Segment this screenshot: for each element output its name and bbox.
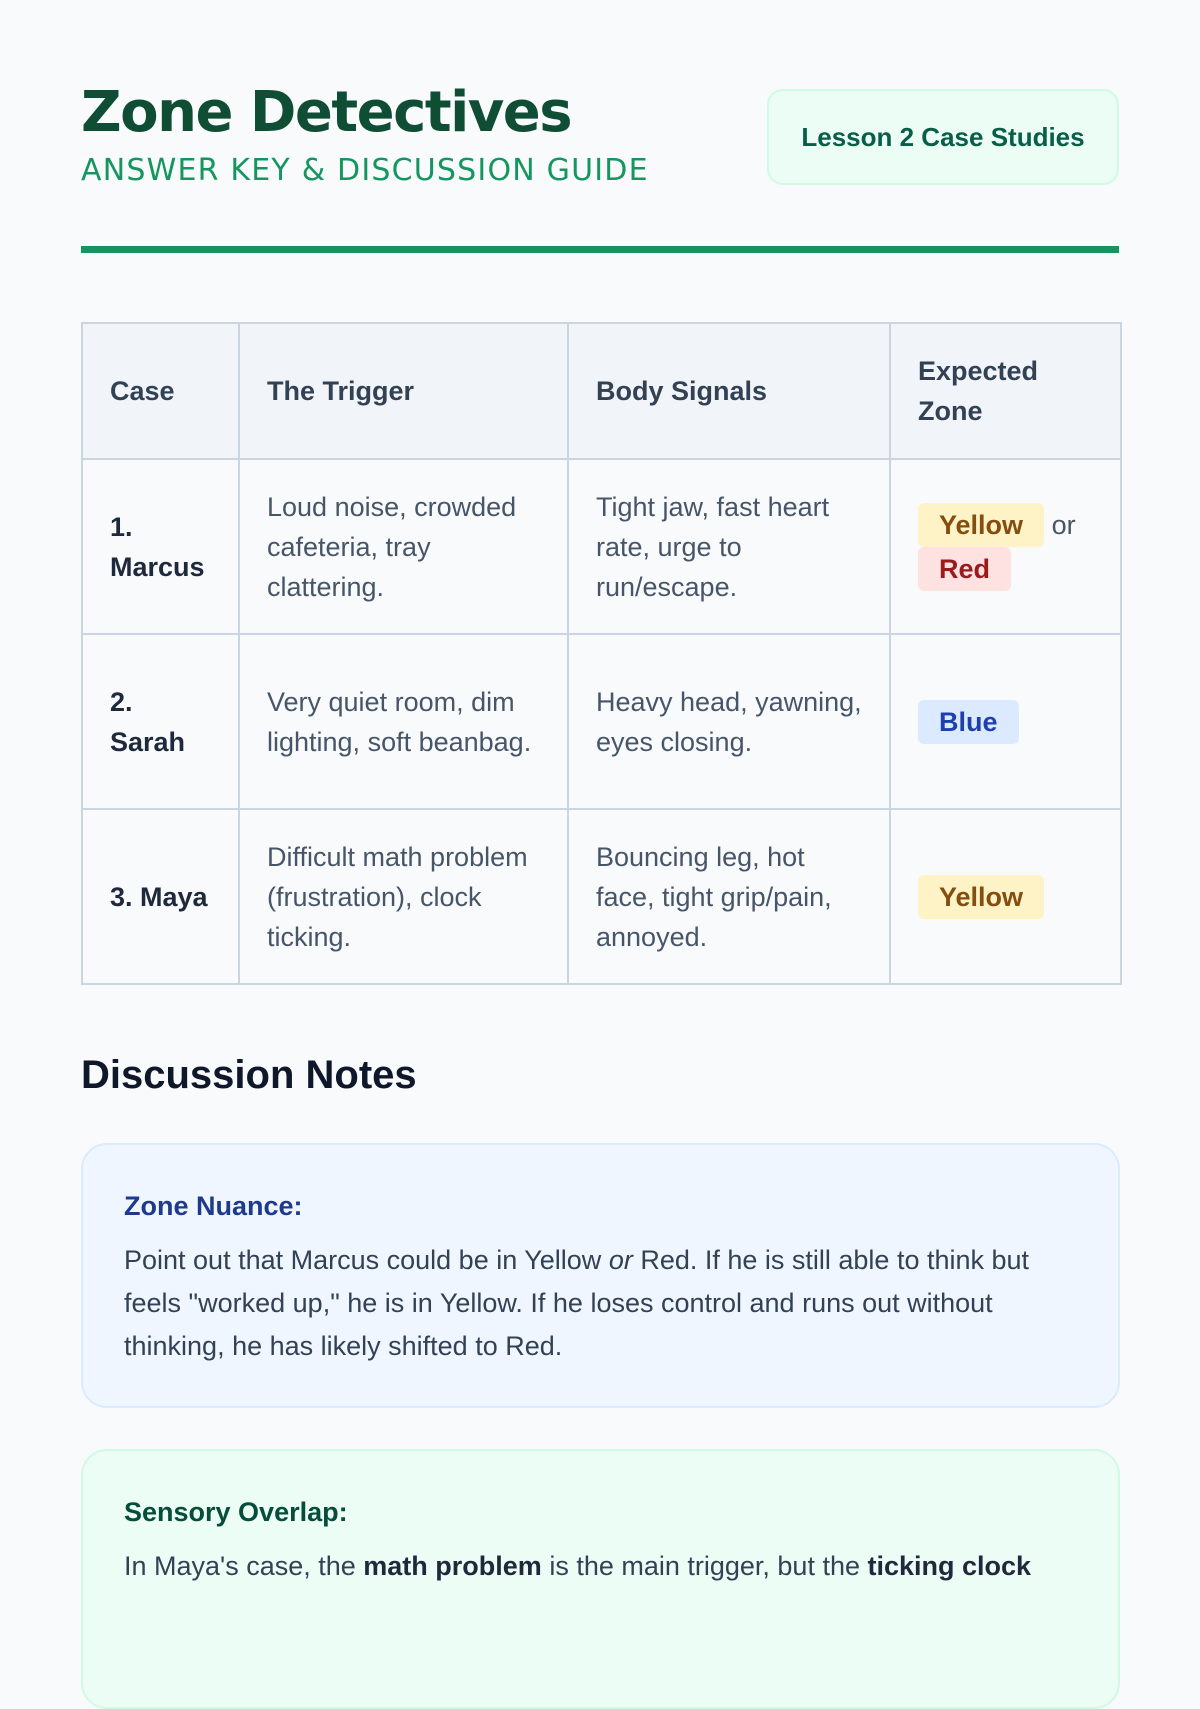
case-name: 3. Maya xyxy=(82,809,239,984)
case-name: 2. Sarah xyxy=(82,634,239,809)
page-header xyxy=(81,0,1119,254)
column-header-expected-zone: Expected Zone xyxy=(890,323,1121,459)
zone-connector: or xyxy=(1051,509,1076,540)
note-body xyxy=(124,1239,1077,1368)
note-body xyxy=(124,1545,1077,1588)
table-row xyxy=(82,634,1121,809)
zone-tag-yellow: Yellow xyxy=(918,875,1044,919)
note-text: is the main trigger, but the xyxy=(541,1551,868,1581)
zone-cell xyxy=(890,809,1121,984)
page-subtitle: ANSWER KEY & DISCUSSION GUIDE xyxy=(81,153,649,188)
header-divider xyxy=(81,246,1119,253)
zone-nuance-note xyxy=(81,1143,1120,1408)
note-text: In Maya's case, the xyxy=(124,1551,364,1581)
column-header-body-signals: Body Signals xyxy=(568,323,890,459)
signals-cell: Heavy head, yawning, eyes closing. xyxy=(568,634,890,809)
emphasis-bold: ticking clock xyxy=(867,1551,1032,1581)
lesson-badge: Lesson 2 Case Studies xyxy=(767,89,1119,185)
note-title: Zone Nuance: xyxy=(124,1191,303,1221)
emphasis-italic: or xyxy=(608,1245,633,1275)
emphasis-bold: math problem xyxy=(363,1551,542,1581)
zone-tag-yellow: Yellow xyxy=(918,503,1044,547)
case-table xyxy=(81,322,1122,985)
column-header-trigger: The Trigger xyxy=(239,323,568,459)
column-header-case: Case xyxy=(82,323,239,459)
zone-cell xyxy=(890,634,1121,809)
page-title: Zone Detectives xyxy=(81,80,572,145)
table-header-row xyxy=(82,323,1121,459)
note-text: Point out that Marcus could be in Yellow xyxy=(124,1245,609,1275)
case-name: 1. Marcus xyxy=(82,459,239,634)
zone-tag-blue: Blue xyxy=(918,700,1019,744)
trigger-cell: Loud noise, crowded cafeteria, tray clattering. xyxy=(239,459,568,634)
trigger-cell: Very quiet room, dim lighting, soft beanbag. xyxy=(239,634,568,809)
signals-cell: Tight jaw, fast heart rate, urge to run/escape. xyxy=(568,459,890,634)
zone-cell xyxy=(890,459,1121,634)
zone-tag-red: Red xyxy=(918,547,1011,591)
sensory-overlap-note xyxy=(81,1449,1120,1709)
signals-cell: Bouncing leg, hot face, tight grip/pain, annoyed. xyxy=(568,809,890,984)
discussion-notes-heading: Discussion Notes xyxy=(81,1053,417,1097)
note-text: Red. If he is still able to think but feels "worked up," he is in Yellow. If he loses control and runs out without thinking, he has likely shifted to Red. xyxy=(124,1245,1030,1361)
trigger-cell: Difficult math problem (frustration), clock ticking. xyxy=(239,809,568,984)
table-row xyxy=(82,809,1121,984)
table-row xyxy=(82,459,1121,634)
note-title: Sensory Overlap: xyxy=(124,1497,348,1527)
